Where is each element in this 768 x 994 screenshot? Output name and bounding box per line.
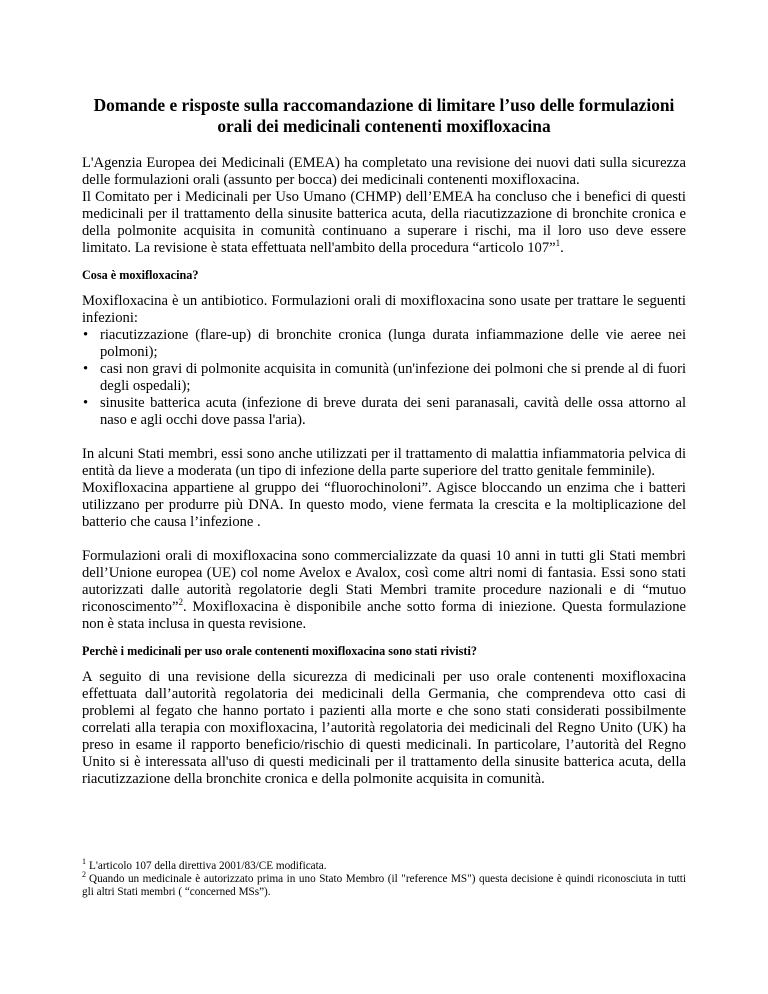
footnotes [82, 857, 686, 899]
section1-paragraph-4 [82, 548, 686, 633]
section1-paragraph-4-end: . Moxifloxacina è disponibile anche sotto forma di iniezione. Questa formulazione non è stata inclusa in questa revisione. [82, 599, 686, 632]
footnote-1 [82, 857, 686, 873]
document-body [82, 95, 686, 788]
section1-paragraph-3: Moxifloxacina appartiene al gruppo dei “fluorochinoloni”. Agisce bloccando un enzima che i batteri utilizzano per produrre più DNA. In questo modo, viene fermata la crescita e la moltiplicazione del batterio che causa l’infezione . [82, 480, 686, 530]
document-title [82, 95, 686, 137]
footnote-ref-1: 1 [555, 238, 561, 249]
list-item [82, 395, 686, 429]
footnote-2 [82, 870, 686, 899]
section-heading-why-reviewed: Perchè i medicinali per uso orale contenenti moxifloxacina sono stati rivisti? [82, 644, 477, 658]
list-item-text: riacutizzazione (flare-up) di bronchite cronica (lunga durata infiammazione delle vie aeree nei polmoni); [100, 327, 686, 360]
list-item-text: sinusite batterica acuta (infezione di breve durata dei seni paranasali, cavità delle ossa attorno al naso e agli occhi dove passa l'aria). [100, 395, 686, 428]
footnote-text: L'articolo 107 della direttiva 2001/83/CE modificata. [89, 860, 327, 872]
bullet-icon: • [83, 361, 89, 377]
list-item [82, 327, 686, 361]
footnote-mark: 2 [82, 870, 86, 880]
title-line-1: Domande e risposte sulla raccomandazione di limitare l’uso delle formulazioni [93, 95, 675, 115]
intro-paragraph-1: L'Agenzia Europea dei Medicinali (EMEA) ha completato una revisione dei nuovi dati sulla sicurezza delle formulazioni orali (assunto per bocca) dei medicinali contenenti moxifloxacina. [82, 155, 686, 188]
section1-paragraph-2: In alcuni Stati membri, essi sono anche utilizzati per il trattamento di malattia infiammatoria pelvica di entità da lieve a moderata (un tipo di infezione della parte superiore del tratto genitale femminile). [82, 446, 686, 479]
bullet-icon: • [83, 327, 89, 343]
intro-paragraph-2 [82, 189, 686, 257]
title-line-2: orali dei medicinali contenenti moxifloxacina [217, 116, 551, 136]
list-item-text: casi non gravi di polmonite acquisita in comunità (un'infezione dei polmoni che si prende al di fuori degli ospedali); [100, 361, 686, 394]
footnote-ref-2: 2 [178, 597, 183, 608]
footnote-mark: 1 [82, 857, 86, 867]
bullet-icon: • [83, 395, 89, 411]
section1-paragraph-1: Moxifloxacina è un antibiotico. Formulazioni orali di moxifloxacina sono usate per trattare le seguenti infezioni: [82, 293, 686, 326]
infection-list [82, 327, 686, 429]
list-item [82, 361, 686, 395]
footnote-text: Quando un medicinale è autorizzato prima in uno Stato Membro (il "reference MS") questa decisione è quindi riconosciuta in tutti gli altri Stati membri ( “concerned MSs”). [82, 873, 686, 898]
section-heading-what-is: Cosa è moxifloxacina? [82, 268, 199, 282]
section1-paragraph-4-text: Formulazioni orali di moxifloxacina sono commercializzate da quasi 10 anni in tutti gli Stati membri dell’Unione europea (UE) col nome Avelox e Avalox, così come altri nomi di fantasia. Essi sono stati autorizzati dalle autorità regolatorie degli Stati Membri tramite procedure nazionali e di “mutuo riconoscimento” [82, 548, 686, 615]
section2-paragraph-1: A seguito di una revisione della sicurezza di medicinali per uso orale contenenti moxifloxacina effettuata dall’autorità regolatoria dei medicinali della Germania, che comprendeva otto casi di problemi al fegato che hanno portato i pazienti alla morte e che sono stati considerati possibilmente correlati alla terapia con moxifloxacina, l’autorità regolatoria dei medicinali del Regno Unito (UK) ha preso in esame il rapporto beneficio/rischio di questi medicinali. In particolare, l’autorità del Regno Unito si è interessata all'uso di questi medicinali per il trattamento della sinusite batterica acuta, della riacutizzazione della bronchite cronica e della polmonite acquisita in comunità. [82, 669, 686, 787]
intro-paragraph-2-text: Il Comitato per i Medicinali per Uso Umano (CHMP) dell’EMEA ha concluso che i benefici di questi medicinali per il trattamento della sinusite batterica acuta, della riacutizzazione di bronchite cronica e della polmonite acquisita in comunità continuano a superare i rischi, ma il loro uso deve essere limitato. La revisione è stata effettuata nell'ambito della procedura “articolo 107” [82, 189, 686, 256]
intro-paragraph-2-end: . [560, 240, 564, 256]
